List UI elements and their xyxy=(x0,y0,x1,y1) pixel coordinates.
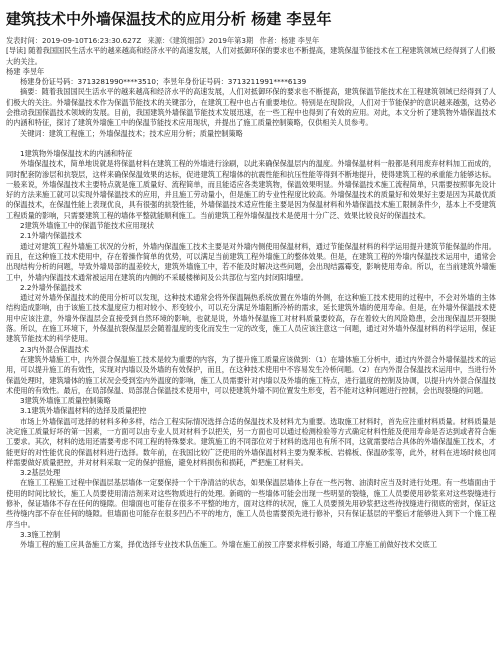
section-paragraph: 市场上外墙保温可选择的材料多种多样，结合工程实际情况选择合适的保温技术及材料尤为重要。选取施工材料时，首先应注重材料质量。材料质量是决定施工质量好坏的第一因素，一方面可以由专业人员对材料予以把关，另一方面也可以通过检测检验等方式确定材料性能及使用寿命是否达到或者符合施工要求。其次，材料的选用还需要考虑不同工程的特殊要求。建筑施工的不同部位对于材料的选用也有所不同，这就需要结合具体的外墙保温施工技术，才能更好的对性能优良的保温材料进行选择。数年前，在我国比较广泛使用的外墙保温材料主要为聚苯板、岩棉板、保温砂浆等，此外，材料在进场时候也同样需要做好质量把控，并对材料采取一定的保护措施，避免材料损伤和损耗，严把施工材料关。 xyxy=(6,416,496,467)
abstract: 摘要：随着我国国民生活水平的越来越高和经济水平的高速发展，人们对抵御环保的要求也不断提高，建筑保温节能技术在工程建筑领域已经得到了人们极大的关注。外墙保温技术作为保温节能技术的关键部分，在建筑工程中也占有重要地位。特别是在现阶段，人们对于节能保护的意识越来越强，这势必会推动我国保温技术领域的发展。目前，我国建筑外墙保温节能技术发展迅速，在一些工程中也得到了有效的应用。对此，本文分析了建筑物外墙保温技术的内涵和特征，探讨了建筑外墙施工中的保温节能技术应用现状，并提出了施工质量控制策略，仅供相关人员参考。 xyxy=(6,87,496,128)
published-date: 发表时间：2019-09-10T16:23:30.627Z xyxy=(6,36,142,45)
section-paragraph: 外墙保温技术，简单地说就是将保温材料在建筑工程的外墙进行涂刷，以此来确保保温层内的温度。外墙保温材料一般都是利用废弃材料加工而成的，同时配套防渗层和抗裂层，这样来确保保温效果的达标，促进建筑工程墙体的抗震性能和抗压性能等得到不断地提升，使得建筑工程的承重能力能够达标。一般来说，外墙保温技术主要特点就是施工质量好、流程简单，而且能适应各类建筑物，保温效果明显。外墙保温技术施工流程简单，只需要按照事先设计好的方法来施工就可以实现外墙保温技术的应用，并且施工劳动量小，但是施工的专业性程度比较高。外墙保温技术的质量好和效果好主要是因为其最优质的保温技术，在保温性能上表现优良，具有很强的抗裂性能，外墙保温技术适应性能主要是因为保温材料和外墙保温技术施工限制条件少，基本上不受建筑工程质量的影响，只需要建筑工程的墙体平整就能顺利施工。当前建筑工程外墙保温技术是使用十分广泛、效果比较良好的保温技术。 xyxy=(6,159,496,220)
source: 来源：《建筑细部》2019年第3期 xyxy=(147,36,254,45)
subsection-heading: 2.2外墙外保温技术 xyxy=(20,282,82,292)
section-heading: 3建筑外墙施工质量控制策略 xyxy=(20,396,111,406)
article-body xyxy=(6,149,496,551)
subsection-heading: 3.3施工控制 xyxy=(20,529,61,539)
authors: 作者：杨建 李昱年 xyxy=(259,36,320,45)
author-line: 杨建 李昱年 xyxy=(6,66,45,76)
section-heading: 2建筑外墙施工中的保温节能技术应用现状 xyxy=(20,221,154,231)
subsection-heading: 3.1建筑外墙保温材料的选择及质量把控 xyxy=(20,406,147,416)
section-paragraph: 在建筑外墙施工中，内外混合保温施工技术是较为重要的内容，为了提升施工质量应该做到：（1）在墙体施工分析中，通过内外混合外墙保温技术的运用，可以提升施工的有效性，实现对内墙以及外墙的有效保护，而且，在这种技术使用中不容易发生冷桥问题。（2）在内外混合保温技术运用中，当进行外保温处理时，建筑墙体的施工状况会受到室内外温度的影响，施工人员需要针对内墙以及外墙的施工特点，进行温度的控制及协调，以提升内外混合保温技术使用的有效性。最后，在局部保温、局部混合保温技术使用中，可以使建筑外墙不同位置发生形变，若不能对这种问题进行控制，会出现裂缝的问题。 xyxy=(6,354,496,395)
section-paragraph: 通过对建筑工程外墙施工状况的分析，外墙内保温施工技术主要是对外墙内侧使用保温材料，通过节能保温材料的科学运用提升建筑节能保温的作用。而且，在这种施工技术使用中，存在着操作简单的优势，可以满足当前建筑工程外墙施工的整体效果。但是，在建筑工程的外墙内保温技术运用中，通常会出现结构分析的问题，导致外墙局部的温差较大，建筑外墙施工中，若不能及时解决这些问题，会出现结露霉变，影响使用寿命。所以，在当前建筑外墙施工中，外墙内保温技术通常被运用在建筑的内侧的不采暖楼梯间及公共部位与室内封闭阳墙壁。 xyxy=(6,241,496,282)
subsection-heading: 3.2基层处理 xyxy=(20,468,61,478)
subsection-heading: 2.1外墙内保温技术 xyxy=(20,231,82,241)
article-title: 建筑技术中外墙保温技术的应用分析 杨建 李昱年 xyxy=(6,10,332,28)
article-meta xyxy=(6,36,496,46)
keywords: 关键词：建筑工程施工；外墙保温技术；技术应用分析；质量控制策略 xyxy=(20,128,243,138)
spacer xyxy=(6,139,496,149)
section-paragraph: 在施工工程施工过程中保温层基层墙体一定要保持一个干净清洁的状态，如果保温层墙体上存在一些污物、油渍时应当及时进行处理。有一些墙面由于使用的时间比较长，施工人员要使用清洁剂来对这些物质进行的处理。新砌的一些墙体可能会出现一些明显的裂缝，施工人员要使用砂浆来对这些裂缝进行修补，保证墙体不存在任何的缝隙。但墙面也可能存在很多不平整的地方，面对这样的状况，施工人员要预先用砂浆把这些待找缝进行彻底的密封，保证这些待缝内部不存在任何的缝隙。但墙面也可能存在很多凹凸不平的地方，施工人员也需要预先进行修补，只有保证基层的平整后才能够进入到下一个施工程序当中。 xyxy=(6,478,496,529)
section-paragraph: 外墙工程的施工应具备施工方案，择优选择专业技术队伍施工。外墙在施工前按工序要求样板引路，每道工序施工前做好技术交底工 xyxy=(20,540,437,550)
lead-paragraph: [导读] 随着我国国民生活水平的越来越高和经济水平的高速发展，人们对抵御环保的要求也不断提高，建筑保温节能技术在工程建筑领域已经得到了人们极大的关注。 xyxy=(6,46,496,66)
subsection-heading: 2.3内外混合保温技术 xyxy=(20,344,89,354)
section-heading: 1建筑物外墙保温技术的内涵和特征 xyxy=(20,148,133,158)
id-lines: 杨建身份证号码：3713281990****3510；李昱年身份证号码：3713211991****6139 xyxy=(20,77,307,87)
section-paragraph: 通过对外墙外保温技术的使用分析可以发现，这种技术通常会将外保温隔热系统放置在外墙的外侧，在这种施工技术使用的过程中，不会对外墙的主体结构造成影响，由于该施工技术温度应力相对较小、形变较小，可以充分满足外墙阻断冷桥的需求，延长建筑外墙的使用寿命。但是，在外墙外保温技术使用中应该注意，外墙外保温层会直接受到自然环境的影响，也就是说，外墙外保温施工对材料质量要较高，存在着较大的风险隐患，会出现保温层开裂脱落。所以，在施工环境下，外保温抗裂保温层会随着温度的变化而发生一定的改变，施工人员应该注意这一问题，通过对外墙外保温材料的科学运用，保证建筑节能技术的科学使用。 xyxy=(6,293,496,344)
